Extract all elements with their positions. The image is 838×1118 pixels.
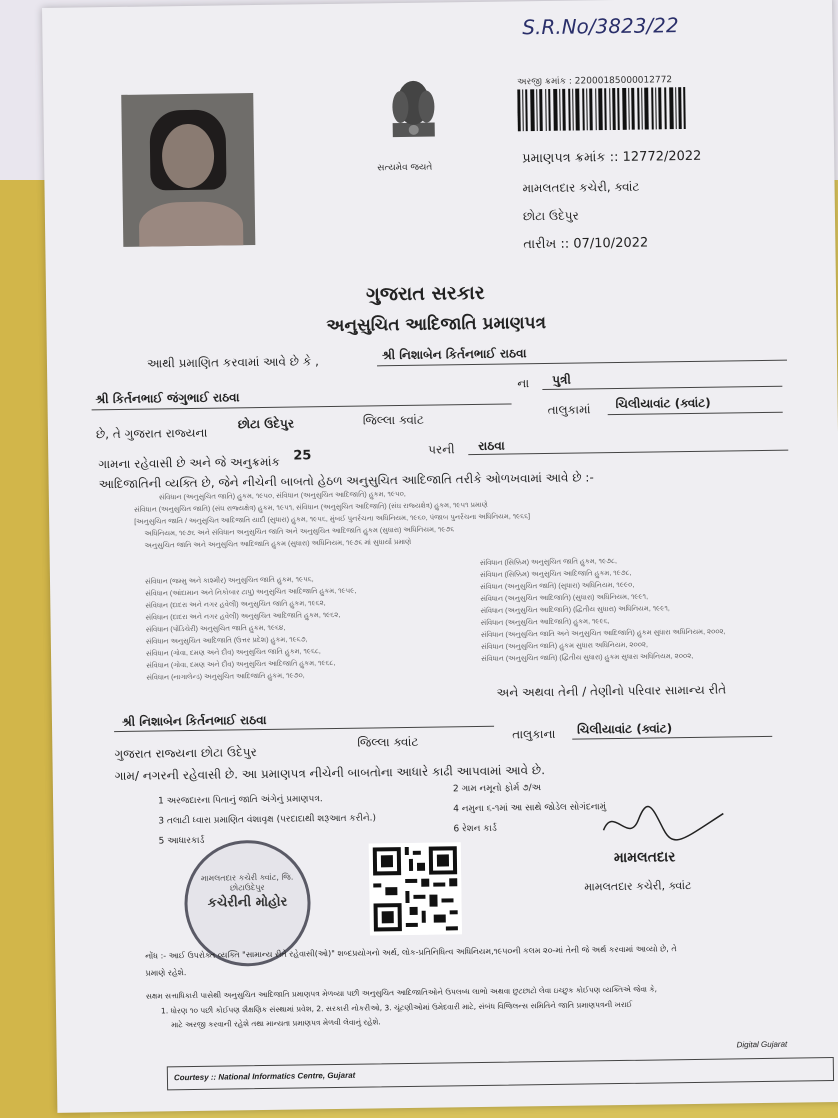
line6-label: અને અથવા તેની / તેણીનો પરિવાર સામાન્ય રીતે bbox=[496, 682, 727, 700]
seal-center: કચેરીની મોહોર bbox=[207, 894, 288, 911]
line7-jilla: જિલ્લા ક્વાંટ bbox=[357, 734, 419, 750]
line4-mid: પરની bbox=[428, 442, 455, 457]
national-emblem-icon bbox=[378, 72, 449, 163]
basis-item: 4 નમુના ૬-૧માં આ સાથે જોડેલ સોગંદનામું bbox=[453, 802, 607, 815]
basis-item: 1 અરજદારના પિતાનું જાતિ અંગેનું પ્રમાણપત્ર. bbox=[158, 794, 323, 807]
signatory-office: મામલતદાર કચેરી, ક્વાંટ bbox=[584, 879, 692, 894]
applicant-name: શ્રી નિશાબેન કિર્તનભાઈ રાઠવા bbox=[381, 346, 527, 363]
footer-text2: 1. ધોરણ ૧૦ પછી કોઈપણ શૈક્ષણિક સંસ્થામાં પ્રવેશ, 2. સરકારી નોકરીઓ, 3. ચૂંટણીઓમાં ઉમેદવારી માટે, સંબંધ વિજિલન્સ સમિતિને જાતિ પ્રમાણપત્રની ખરાઈ bbox=[160, 999, 633, 1016]
relation: પુત્રી bbox=[552, 372, 571, 387]
line7-label: ગુજરાત રાજ્યના છોટા ઉદેપુર bbox=[114, 745, 257, 762]
barcode bbox=[517, 87, 688, 131]
line7-taluka-label: તાલુકાના bbox=[512, 726, 556, 742]
basis-item: 5 આધારકાર્ડ bbox=[158, 835, 205, 847]
line8: ગામ/ નગરની રહેવાસી છે. આ પ્રમાણપત્ર નીચેની બાબતોના આધારે કાઢી આપવામાં આવે છે. bbox=[114, 763, 546, 784]
government-title: ગુજરાત સરકાર bbox=[365, 281, 485, 306]
line3-taluka: ચિલીયાવાંટ (ક્વાંટ) bbox=[615, 395, 711, 412]
underline bbox=[608, 412, 783, 415]
line4-label: ગામના રહેવાસી છે અને જે અનુક્રમાંક bbox=[98, 454, 281, 472]
certificate-paper bbox=[42, 0, 838, 1113]
serial-number: 25 bbox=[293, 448, 312, 464]
footer-text3: માટે અરજી કરવાની રહેશે તથા માન્યતા પ્રમાણપત્ર મેળવી લેવાનું રહેશે. bbox=[171, 1017, 381, 1030]
line5: આદિજાતિની વ્યક્તિ છે, જેને નીચેની બાબતો હેઠળ અનુસુચિત આદિજાતિ તરીકે ઓળખવામાં આવે છે :- bbox=[98, 470, 594, 492]
line3-taluka-label: તાલુકામાં bbox=[547, 402, 591, 417]
underline bbox=[468, 450, 788, 455]
qr-code bbox=[369, 842, 462, 935]
father-name: શ્રી કિર્તનભાઈ જંગુભાઈ રાઠવા bbox=[95, 390, 240, 407]
basis-item: 3 તલાટી ધ્વારા પ્રમાણિત વંશાવૃક્ષ (પરદાદાથી શરૂઆત કરીને.) bbox=[158, 813, 377, 827]
digital-gujarat: Digital Gujarat bbox=[736, 1039, 788, 1050]
certificate-title: અનુસુચિત આદિજાતિ પ્રમાણપત્ર bbox=[326, 312, 547, 337]
line3-district: છોટા ઉદેપુર bbox=[237, 416, 295, 432]
basis-item: 2 ગામ નમૂનો ફોર્મ ૭/અ bbox=[452, 783, 542, 795]
issue-date: તારીખ :: 07/10/2022 bbox=[523, 235, 649, 253]
caste-name: રાઠવા bbox=[478, 438, 505, 453]
footer-text: સક્ષમ સત્તાધિકારી પાસેથી અનુસુચિત આદિજાતિ પ્રમાણપત્ર મેળવ્યા પછી અનુસુચિત આદિજાતિઓને ઉપલબ્ધ લાભો અથવા છુટછાટો લેવા ઇચ્છુક કોઈપણ વ્યક્તિએ જેવા કે, bbox=[145, 984, 658, 1001]
serial-handwritten: S.R.No/3823/22 bbox=[522, 13, 679, 40]
note: નોંધ :- આઈ ઉપરોક્ત વ્યક્તિ "સામાન્ય રીતે રહેવાસી(ઓ)" શબ્દપ્રયોગનો અર્થ, લોક-પ્રતિનિધિત્વ અધિનિયમ,૧૯૫૦ની કલમ ૨૦-માં તેની જે અર્થ કરવામાં આવ્યો છે, તે bbox=[145, 944, 677, 961]
application-number: અરજી ક્રમાંક : 22000185000012772 bbox=[517, 75, 673, 88]
office-seal bbox=[184, 839, 312, 967]
line3-jilla: જિલ્લા ક્વાંટ bbox=[362, 412, 424, 428]
district: છોટા ઉદેપુર bbox=[522, 208, 579, 224]
note2: પ્રમાણે રહેશે. bbox=[145, 968, 187, 978]
line7-taluka: ચિલીયાવાંટ (ક્વાંટ) bbox=[577, 721, 673, 737]
footer-box bbox=[167, 1057, 834, 1090]
certificate-number: પ્રમાણપત્ર ક્રમાંક :: 12772/2022 bbox=[522, 148, 702, 167]
emblem-caption: સત્યમેવ જયતે bbox=[377, 162, 433, 174]
courtesy: Courtesy :: National Informatics Centre, Gujarat bbox=[173, 1070, 356, 1083]
issuing-office: મામલતદાર કચેરી, ક્વાંટ bbox=[522, 179, 640, 196]
relation-label: ના bbox=[517, 376, 530, 391]
legal-references: સંવિધાન (અનુસુચિત જાતિ) હુકમ, ૧૯૫૦, સંવિધાન (અનુસુચિત આદિજાતિ) હુકમ, ૧૯૫૦, સંવિધાન (અનુસુચિત જાતિ) (સંઘ રાજ્યક્ષેત્ર) હુકમ, ૧૯૫૧, સંવિધાન (અનુસુચિત આદિજાતિ) (સંઘ રાજ્યક્ષેત્ર) હુકમ, ૧૯૫૧ પ્રમાણે [અનુસુચિત જાતિ / અનુસુચિત આદિજાતિ યાદી (સુધારા) હુકમ, ૧૯૫૬, મુંબઈ પુનર્રચના અધિનિયમ, ૧૯૬૦, પંજાબ પુનર્રચના અધિનિયમ, ૧૯૬૬] અધિનિયમ, ૧૯૭૬ અને સંવિધાન અનુસુચિત જાતિ અને અનુસુચિત આદિજાતિ હુકમ (સુધારા) અધિનિયમ, ૧૯૭૬ અનુસુચિત જાતિ અને અનુસુચિત આદિજાતિ હુકમ (સુધારા) અધિનિયમ, ૧૯૭૬ માં સુધાર્યા પ્રમાણે સંવિધાન (જમ્મુ અને કાશ્મીર) અનુસુચિત જાતિ હુકમ, ૧૯૫૬, સંવિધાન (આંદામાન અને નિકોબાર ટાપુ) અનુસુચિત આદિજાતિ હુકમ, ૧૯૫૯, સંવિધાન (દાદરા અને નગર હવેલી) અનુસુચિત જાતિ હુકમ, ૧૯૬૨, સંવિધાન (દાદરા અને નગર હવેલી) અનુસુચિત આદિજાતિ હુકમ, ૧૯૬૨, સંવિધાન (પોંડિચેરી) અનુસુચિત જાતિ હુકમ, ૧૯૬૪, સંવિધાન અનુસુચિત આદિજાતિ (ઉત્તર પ્રદેશ) હુકમ, ૧૯૬૭, સંવિધાન (ગોવા, દમણ અને દીવ) અનુસુચિત જાતિ હુકમ, ૧૯૬૮, સંવિધાન (ગોવા, દમણ અને દીવ) અનુસુચિત આદિજાતિ હુકમ, ૧૯૬૮, સંવિધાન (નાગાલેન્ડ) અનુસુચિત આદિજાતિ હુકમ, ૧૯૭૦, સંવિધાન (સિક્કિમ) અનુસુચિત જાતિ હુકમ, ૧૯૭૮, સંવિધાન (સિક્કિમ) અનુસુચિત આદિજાતિ હુકમ, ૧૯૭૮, સંવિધાન (અનુસુચિત જાતિ) (સુધારા) અધિનિયમ, ૧૯૯૦, સંવિધાન (અનુસુચિત આદિજાતિ) (સુધારા) અધિનિયમ, ૧૯૯૧, સંવિધાન (અનુસુચિત આદિજાતિ) (દ્વિતીય સુધારા) અધિનિયમ, ૧૯૯૧, સંવિધાન (અનુસુચિત આદિજાતિ) હુકમ, ૧૯૯૬, સંવિધાન (અનુસુચિત જાતિ અને અનુસુચિત આદિજાતિ) હુકમ સુધારા અધિનિયમ, ૨૦૦૨, સંવિધાન (અનુસુચિત જાતિ) હુકમ સુધારા અધિનિયમ, ૨૦૦૨, સંવિધાન (અનુસુચિત જાતિ) (દ્વિતીય સુધારા) હુકમ સુધારા અધિનિયમ, ૨૦૦૨, bbox=[133, 490, 726, 682]
signatory-title: મામલતદાર bbox=[613, 849, 676, 867]
underline bbox=[542, 386, 782, 390]
seal-text: મામલતદાર કચેરી ક્વાંટ, જિ. છોટાઉદેપુર bbox=[200, 872, 294, 893]
basis-item: 6 રેશન કાર્ડ bbox=[453, 823, 497, 835]
line3-label: છે, તે ગુજરાત રાજ્યના bbox=[95, 425, 208, 442]
applicant-photo bbox=[121, 93, 255, 247]
line6-name: શ્રી નિશાબેન કિર્તનભાઈ રાઠવા bbox=[121, 712, 267, 729]
signature-icon bbox=[593, 798, 734, 850]
line1-label: આથી પ્રમાણિત કરવામાં આવે છે કે , bbox=[146, 354, 319, 371]
